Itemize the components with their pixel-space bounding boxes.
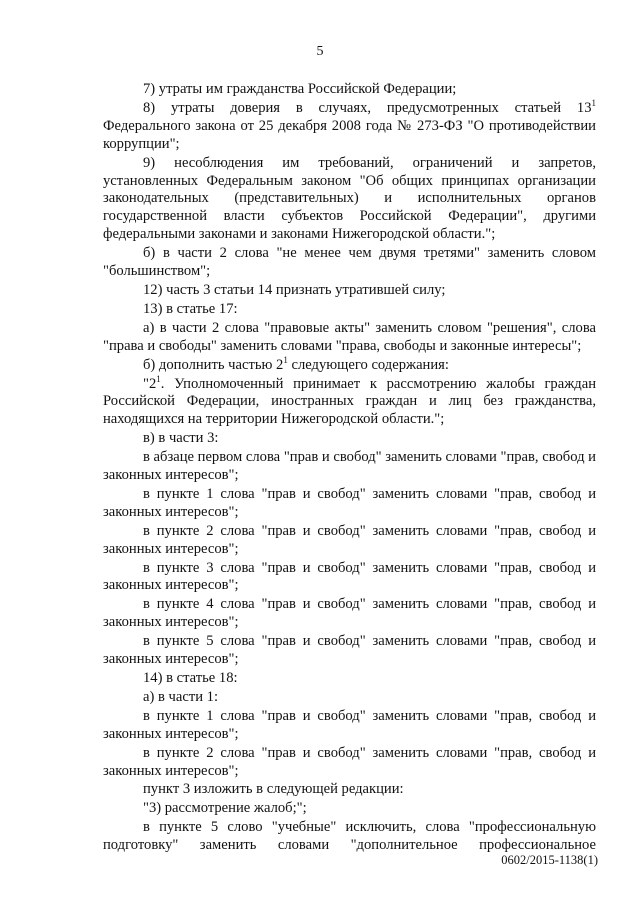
paragraph: в пункте 2 слова "прав и свобод" заменить словами "прав, свобод и законных интересов"; [103, 744, 596, 779]
paragraph: 9) несоблюдения им требований, ограничений и запретов, установленных Федеральным законом "Об общих принципах организации законодательных (представительных) и исполнительных органов государственной власти субъектов Российской Федерации", другими федеральными законами и законами Нижегородской области."; [103, 154, 596, 243]
paragraph-text: Федерального закона от 25 декабря 2008 года № 273-ФЗ "О противодействии коррупции"; [103, 117, 596, 152]
paragraph: а) в части 1: [143, 688, 219, 705]
paragraph: 14) в статье 18: [143, 670, 238, 686]
superscript: 1 [591, 97, 596, 108]
paragraph: 7) утраты им гражданства Российской Федерации; [143, 81, 457, 97]
superscript: 1 [156, 373, 161, 384]
paragraph: пункт 3 изложить в следующей редакции: [143, 781, 404, 798]
paragraph: в пункте 2 слова "прав и свобод" заменить словами "прав, свобод и законных интересов"; [103, 522, 596, 557]
paragraph-text: . Уполномоченный принимает к рассмотрению жалобы граждан Российской Федерации, иностранных граждан и лиц без гражданства, находящихся на территории Нижегородской области."; [103, 375, 596, 428]
paragraph: в пункте 3 слова "прав и свобод" заменить словами "прав, свобод и законных интересов"; [103, 559, 596, 594]
paragraph: в пункте 4 слова "прав и свобод" заменить словами "прав, свобод и законных интересов"; [103, 596, 596, 631]
paragraph: а) в части 2 слова "правовые акты" заменить словом "решения", слова "права и свободы" заменить словами "права, свободы и законные интересы"; [103, 319, 596, 354]
paragraph: в пункте 1 слова "прав и свобод" заменить словами "прав, свобод и законных интересов"; [103, 485, 596, 520]
paragraph-text: 8) утраты доверия в случаях, предусмотренных статьей 13 [143, 99, 592, 116]
paragraph-text: следующего содержания: [287, 356, 449, 373]
paragraph: в) в части 3: [143, 430, 219, 447]
paragraph: 12) часть 3 статьи 14 признать утратившей силу; [143, 281, 446, 298]
paragraph [103, 97, 596, 154]
paragraph [103, 354, 596, 375]
paragraph: в пункте 1 слова "прав и свобод" заменить словами "прав, свобод и законных интересов"; [103, 707, 596, 742]
paragraph-text: "2 [143, 375, 157, 392]
page-number: 5 [316, 44, 324, 59]
paragraph: 13) в статье 17: [143, 300, 238, 317]
superscript: 1 [283, 354, 288, 365]
paragraph [103, 373, 596, 430]
document-body [103, 81, 596, 855]
paragraph: б) в части 2 слова "не менее чем двумя третями" заменить словом "большинством"; [103, 245, 596, 280]
paragraph-text: б) дополнить частью 2 [143, 356, 284, 373]
paragraph: в абзаце первом слова "прав и свобод" заменить словами "прав, свобод и законных интересов"; [103, 449, 596, 484]
document-code: 0602/2015-1138(1) [501, 853, 598, 867]
paragraph: "3) рассмотрение жалоб;"; [143, 800, 307, 817]
paragraph: в пункте 5 слова "прав и свобод" заменить словами "прав, свобод и законных интересов"; [103, 633, 596, 668]
paragraph: в пункте 5 слово "учебные" исключить, слова "профессиональную подготовку" заменить словами "дополнительное профессиональное [103, 819, 596, 854]
